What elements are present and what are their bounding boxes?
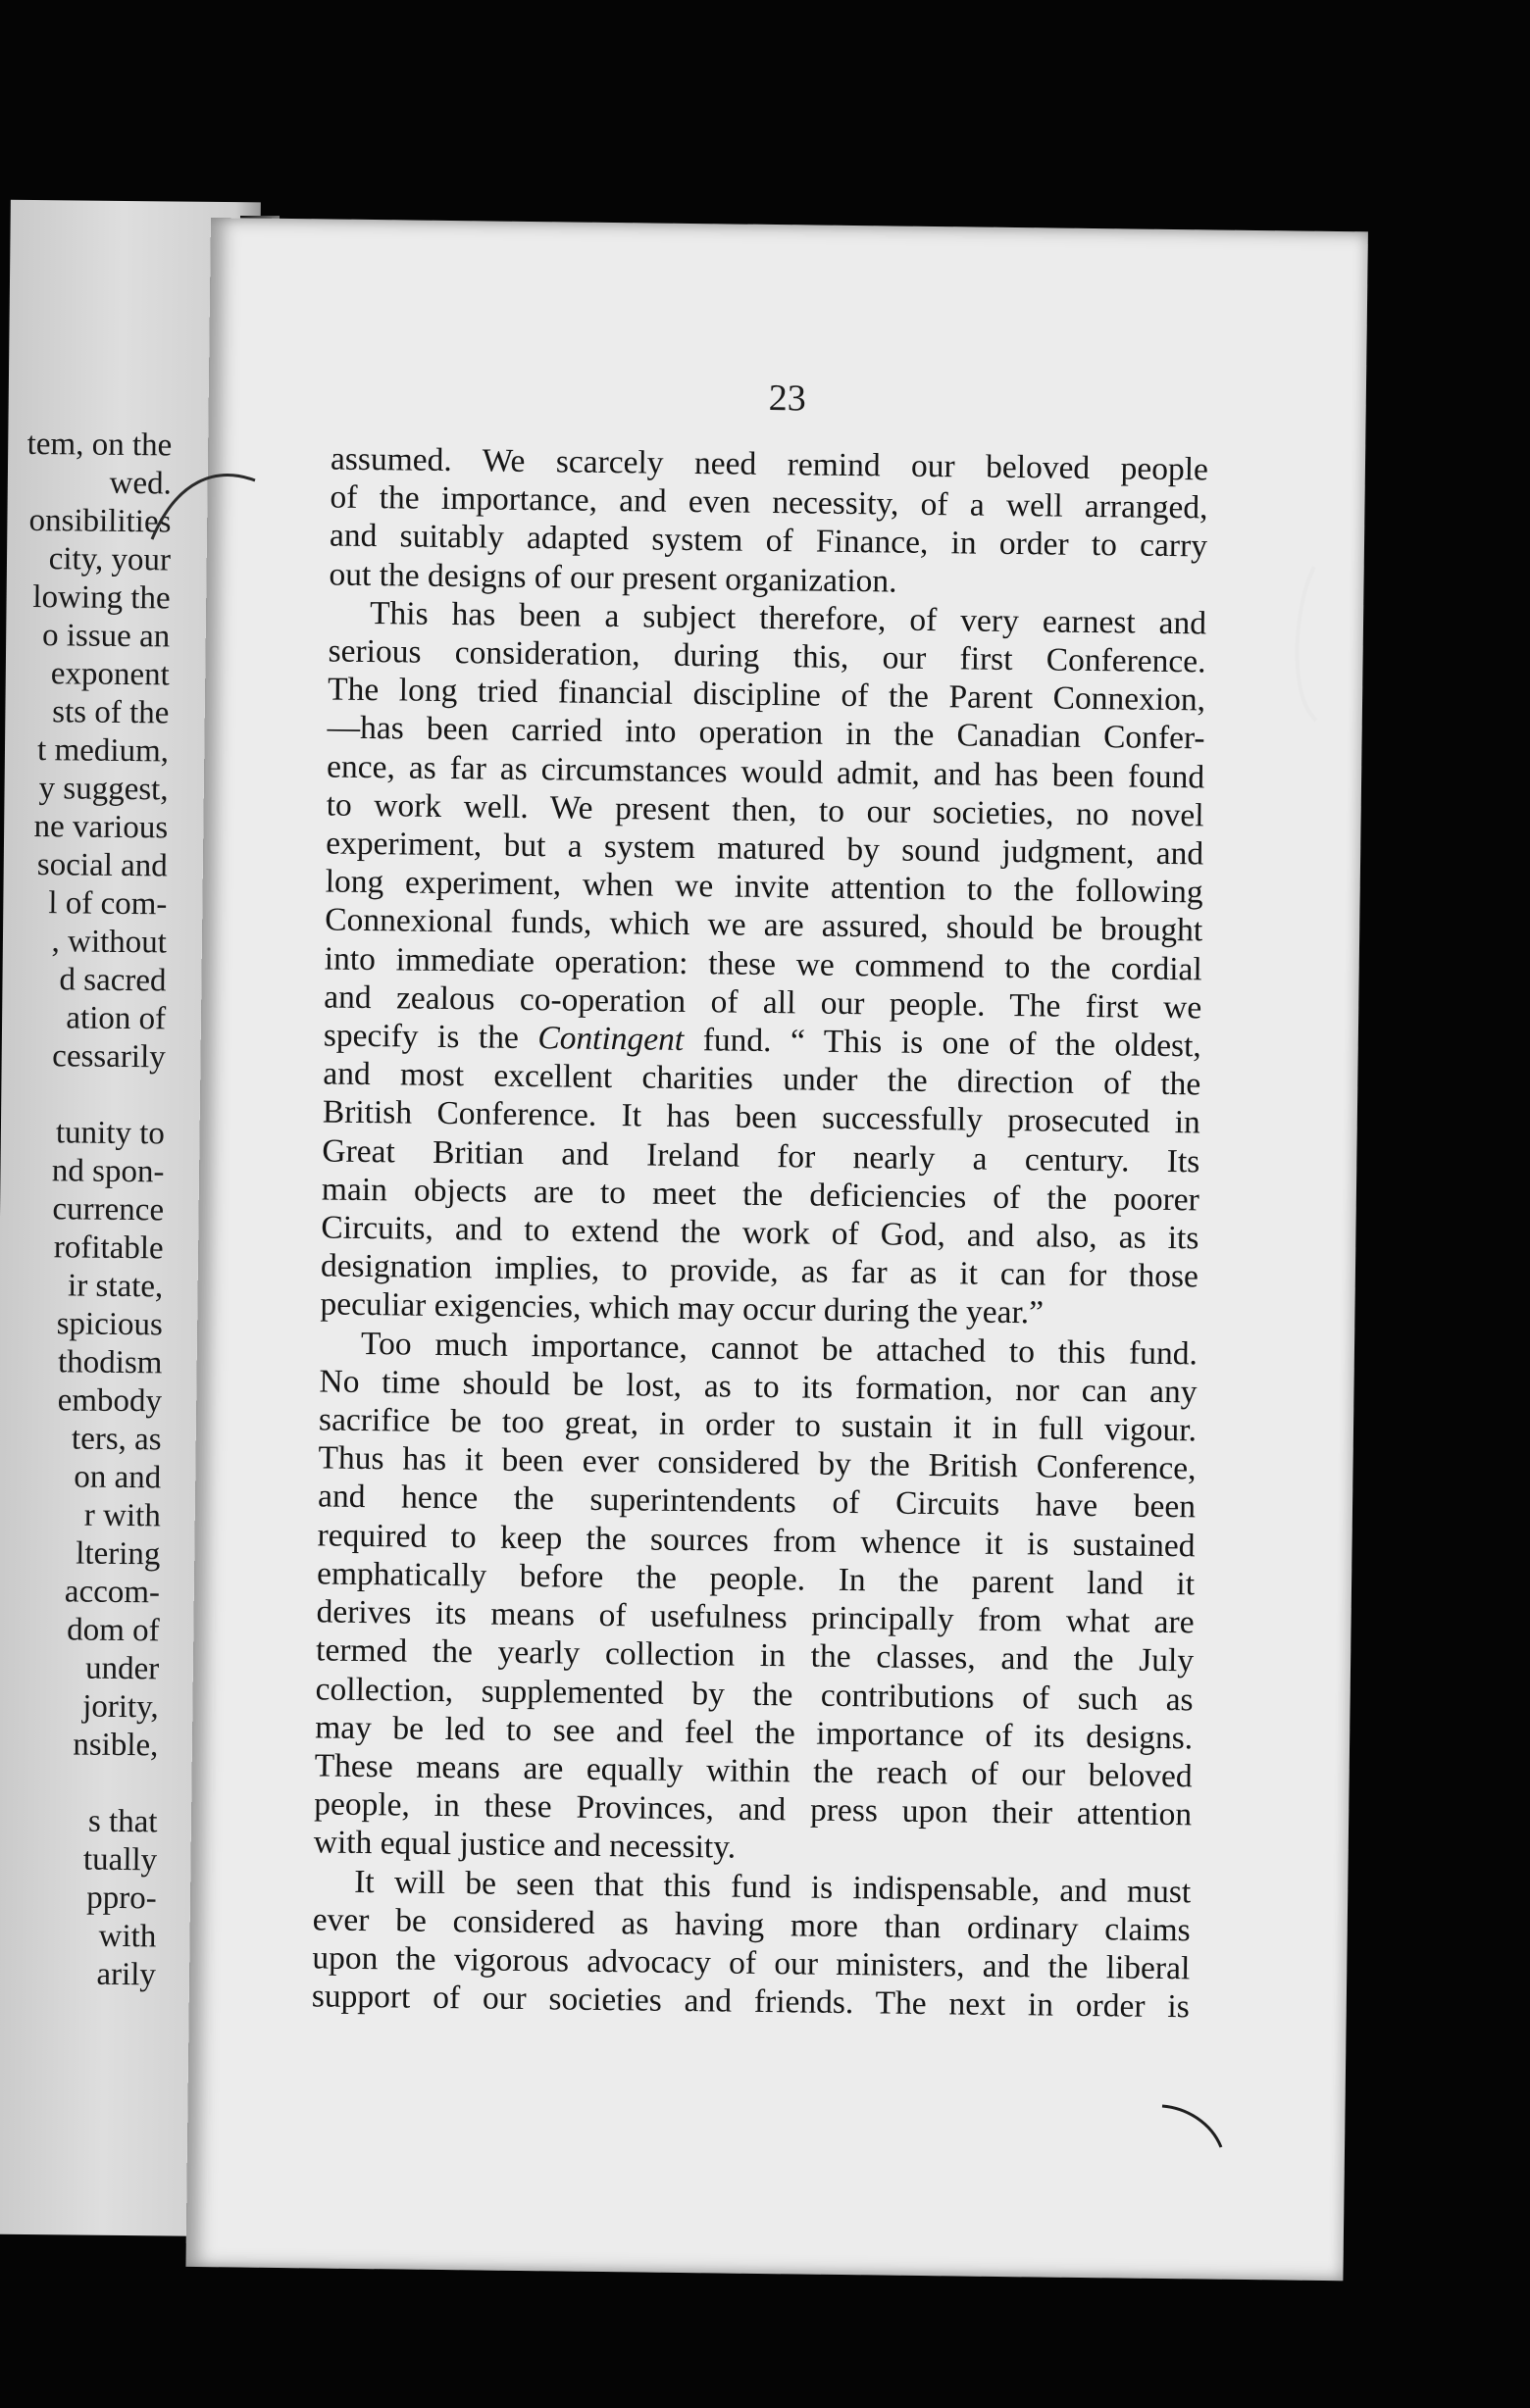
text-line: of the importance, and even necessity, of a well arranged,: [330, 478, 1208, 527]
text-line: support of our societies and friends. The next in order is: [311, 1978, 1191, 2026]
left-page-line: onsibilities: [28, 502, 172, 540]
text-line: with equal justice and necessity.: [313, 1824, 737, 1866]
text-line: ence, as far as circumstances would admit, and has been found: [326, 748, 1205, 796]
left-page-line: ne various: [33, 809, 169, 846]
page-body-text: [312, 440, 1209, 2027]
text-line: —has been carried into operation in the Canadian Confer-: [327, 709, 1205, 757]
left-page-line: y suggest,: [38, 771, 169, 808]
text-line: may be led to see and feel the importance of its designs.: [314, 1709, 1194, 1757]
left-page-line: , without: [51, 924, 168, 961]
text-segment: specify is the: [323, 1017, 520, 1056]
left-page-line: tually: [82, 1841, 158, 1879]
text-line: out the designs of our present organization.: [329, 556, 897, 600]
text-line: ever be considered as having more than ordinary claims: [312, 1901, 1191, 1949]
left-page-line: ltering: [76, 1535, 161, 1573]
left-page-line: o issue an: [41, 618, 171, 655]
text-segment: fund. “ This is one of the oldest,: [702, 1022, 1202, 1065]
left-page-line: exponent: [50, 656, 170, 693]
text-line: No time should be lost, as to its formation, nor can any: [319, 1363, 1198, 1411]
text-line: Great Britian and Ireland for nearly a century. Its: [322, 1132, 1200, 1180]
text-line: Connexional funds, which we are assured, should be brought: [325, 901, 1203, 949]
left-page-line: rofitable: [53, 1229, 164, 1267]
text-line: sacrifice be too great, in order to sustain it in full vigour.: [318, 1401, 1198, 1449]
left-page-line: social and: [36, 847, 168, 884]
left-page-line: lowing the: [32, 578, 171, 617]
text-line: peculiar exigencies, which may occur during the year.”: [320, 1285, 1045, 1331]
left-page-line: d sacred: [59, 962, 167, 999]
left-page-line: ters, as: [71, 1421, 162, 1458]
left-page-line: s that: [87, 1803, 158, 1840]
italic-fund-name: Contingent: [537, 1020, 685, 1058]
text-line: and suitably adapted system of Finance, in order to carry: [329, 517, 1208, 565]
text-line: emphatically before the people. In the parent land it: [316, 1555, 1196, 1603]
text-line: and zealous co-operation of all our people. The first we: [324, 978, 1202, 1027]
left-page-line: arily: [96, 1956, 157, 1993]
left-page-line: jority,: [81, 1688, 159, 1726]
left-page-line: wed.: [109, 465, 173, 502]
text-line: required to keep the sources from whence it is sustained: [317, 1517, 1196, 1565]
left-page-line: nsible,: [73, 1727, 159, 1764]
text-line: into immediate operation: these we commend to the cordial: [324, 940, 1202, 988]
right-page: [185, 218, 1367, 2281]
left-page-line: thodism: [57, 1344, 163, 1381]
text-line: This has been a subject therefore, of very earnest and: [369, 594, 1207, 642]
left-page-line: on and: [74, 1459, 162, 1496]
text-line: Too much importance, cannot be attached to this fund.: [360, 1325, 1198, 1373]
text-line: to work well. We present then, to our societies, no novel: [326, 786, 1204, 834]
text-line: long experiment, when we invite attention to the following: [325, 863, 1203, 911]
text-line: designation implies, to provide, as far as it can for those: [320, 1247, 1199, 1295]
left-page-line: with: [98, 1918, 157, 1955]
text-line: and hence the superintendents of Circuits have been: [317, 1478, 1197, 1526]
left-page-line: nd spon-: [51, 1153, 165, 1190]
text-line: These means are equally within the reach of our beloved: [314, 1747, 1193, 1795]
text-line: experiment, but a system matured by sound judgment, and: [325, 825, 1204, 873]
left-page-line: ation of: [66, 1000, 167, 1037]
left-page-line: cessarily: [52, 1038, 166, 1076]
left-page-line: tunity to: [55, 1115, 166, 1152]
text-line: It will be seen that this fund is indispensable, and must: [354, 1863, 1192, 1910]
text-line: and most excellent charities under the direction of the: [323, 1055, 1201, 1103]
text-line: termed the yearly collection in the classes, and the July: [315, 1631, 1195, 1680]
text-line: Circuits, and to extend the work of God, and also, as its: [321, 1209, 1199, 1257]
left-page-line: ir state,: [67, 1268, 164, 1305]
left-page-line: accom-: [64, 1574, 161, 1611]
text-line: people, in these Provinces, and press upon their attention: [314, 1785, 1193, 1833]
left-page-line: city, your: [48, 541, 172, 578]
text-line: The long tried financial discipline of the Parent Connexion,: [327, 671, 1206, 719]
left-page-line: sts of the: [52, 694, 170, 731]
left-page-line: r with: [83, 1497, 162, 1534]
left-page-line: spicious: [56, 1306, 164, 1343]
text-line: assumed. We scarcely need remind our beloved people: [330, 440, 1209, 488]
page-number: 23: [768, 376, 807, 420]
left-page-line: embody: [57, 1382, 163, 1420]
left-page-line: l of com-: [48, 885, 168, 923]
left-page-line: currence: [52, 1191, 165, 1229]
text-line: serious consideration, during this, our first Conference.: [328, 632, 1206, 680]
left-page-line: tem, on the: [26, 426, 173, 464]
left-page-line: under: [84, 1650, 160, 1687]
text-line: main objects are to meet the deficiencies of the poorer: [321, 1171, 1200, 1219]
text-line: derives its means of usefulness principally from what are: [316, 1593, 1195, 1641]
left-page-line: t medium,: [36, 732, 170, 770]
left-page-line: dom of: [66, 1612, 160, 1649]
text-line: upon the vigorous advocacy of our ministers, and the liberal: [312, 1939, 1191, 1987]
text-line: Thus has it been ever considered by the British Conference,: [318, 1439, 1197, 1487]
text-line: British Conference. It has been successfully prosecuted in: [322, 1093, 1201, 1141]
left-page-line: ppro-: [86, 1880, 157, 1917]
text-line: collection, supplemented by the contributions of such as: [315, 1670, 1194, 1718]
